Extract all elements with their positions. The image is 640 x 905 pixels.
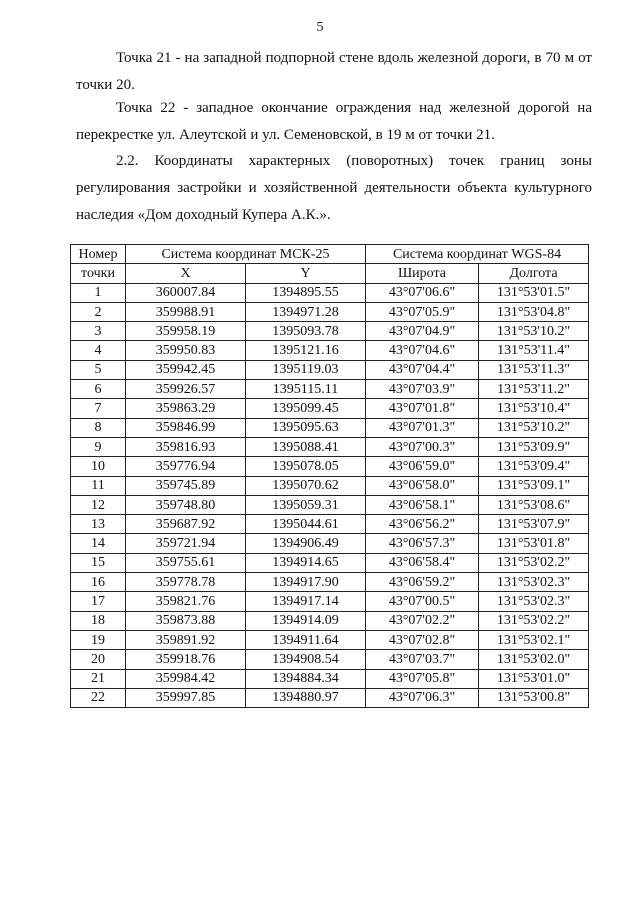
cell-point-number: 22 [71, 688, 126, 707]
cell-longitude: 131°53'09.9" [479, 437, 589, 456]
cell-latitude: 43°07'06.6" [366, 283, 479, 302]
cell-latitude: 43°06'58.4" [366, 553, 479, 572]
cell-latitude: 43°07'02.2" [366, 611, 479, 630]
cell-y: 1394917.90 [246, 573, 366, 592]
cell-x: 360007.84 [126, 283, 246, 302]
cell-latitude: 43°07'06.3" [366, 688, 479, 707]
cell-point-number: 2 [71, 302, 126, 321]
cell-latitude: 43°07'03.9" [366, 380, 479, 399]
table-row [71, 341, 589, 360]
cell-latitude: 43°06'57.3" [366, 534, 479, 553]
cell-x: 359942.45 [126, 360, 246, 379]
cell-x: 359873.88 [126, 611, 246, 630]
table-header-row-1 [71, 245, 589, 264]
cell-latitude: 43°06'59.0" [366, 457, 479, 476]
table-row [71, 283, 589, 302]
cell-point-number: 3 [71, 322, 126, 341]
cell-latitude: 43°07'05.9" [366, 302, 479, 321]
cell-longitude: 131°53'11.4" [479, 341, 589, 360]
cell-x: 359776.94 [126, 457, 246, 476]
cell-x: 359950.83 [126, 341, 246, 360]
cell-point-number: 18 [71, 611, 126, 630]
cell-longitude: 131°53'02.0" [479, 650, 589, 669]
cell-point-number: 7 [71, 399, 126, 418]
table-row [71, 534, 589, 553]
cell-y: 1394895.55 [246, 283, 366, 302]
header-wgs84-system: Система координат WGS-84 [366, 245, 589, 264]
cell-x: 359891.92 [126, 630, 246, 649]
table-row [71, 553, 589, 572]
cell-x: 359984.42 [126, 669, 246, 688]
cell-x: 359821.76 [126, 592, 246, 611]
cell-latitude: 43°06'56.2" [366, 515, 479, 534]
cell-point-number: 17 [71, 592, 126, 611]
cell-y: 1394884.34 [246, 669, 366, 688]
table-row [71, 360, 589, 379]
cell-point-number: 21 [71, 669, 126, 688]
cell-x: 359755.61 [126, 553, 246, 572]
cell-longitude: 131°53'08.6" [479, 495, 589, 514]
cell-y: 1395093.78 [246, 322, 366, 341]
cell-longitude: 131°53'02.1" [479, 630, 589, 649]
cell-y: 1394917.14 [246, 592, 366, 611]
cell-point-number: 1 [71, 283, 126, 302]
cell-latitude: 43°07'01.8" [366, 399, 479, 418]
cell-y: 1394971.28 [246, 302, 366, 321]
cell-longitude: 131°53'04.8" [479, 302, 589, 321]
cell-point-number: 19 [71, 630, 126, 649]
cell-x: 359846.99 [126, 418, 246, 437]
cell-point-number: 12 [71, 495, 126, 514]
table-row [71, 650, 589, 669]
cell-y: 1395078.05 [246, 457, 366, 476]
cell-point-number: 10 [71, 457, 126, 476]
cell-longitude: 131°53'10.2" [479, 322, 589, 341]
cell-y: 1395095.63 [246, 418, 366, 437]
cell-y: 1394908.54 [246, 650, 366, 669]
cell-longitude: 131°53'02.3" [479, 592, 589, 611]
cell-point-number: 9 [71, 437, 126, 456]
cell-latitude: 43°07'05.8" [366, 669, 479, 688]
table-header-row-2 [71, 264, 589, 283]
cell-y: 1395070.62 [246, 476, 366, 495]
cell-longitude: 131°53'10.4" [479, 399, 589, 418]
cell-latitude: 43°07'04.9" [366, 322, 479, 341]
cell-latitude: 43°07'04.4" [366, 360, 479, 379]
header-point-number: Номер [71, 245, 126, 264]
table-row [71, 457, 589, 476]
coordinates-table-wrapper [70, 244, 588, 708]
cell-x: 359778.78 [126, 573, 246, 592]
cell-x: 359988.91 [126, 302, 246, 321]
table-row [71, 611, 589, 630]
cell-latitude: 43°06'59.2" [366, 573, 479, 592]
cell-latitude: 43°07'01.3" [366, 418, 479, 437]
cell-x: 359687.92 [126, 515, 246, 534]
cell-longitude: 131°53'01.5" [479, 283, 589, 302]
cell-y: 1395119.03 [246, 360, 366, 379]
cell-latitude: 43°07'02.8" [366, 630, 479, 649]
page-number: 5 [316, 20, 324, 35]
table-row [71, 418, 589, 437]
header-y: Y [246, 264, 366, 283]
cell-y: 1394914.09 [246, 611, 366, 630]
cell-longitude: 131°53'01.8" [479, 534, 589, 553]
cell-longitude: 131°53'11.2" [479, 380, 589, 399]
cell-y: 1395059.31 [246, 495, 366, 514]
table-row [71, 573, 589, 592]
table-row [71, 399, 589, 418]
cell-latitude: 43°07'03.7" [366, 650, 479, 669]
table-row [71, 669, 589, 688]
table-row [71, 592, 589, 611]
cell-longitude: 131°53'02.2" [479, 553, 589, 572]
header-point: точки [71, 264, 126, 283]
cell-x: 359816.93 [126, 437, 246, 456]
paragraph-point-21: Точка 21 - на западной подпорной стене вдоль железной дороги, в 70 м от точки 20. [76, 50, 592, 93]
cell-longitude: 131°53'01.0" [479, 669, 589, 688]
table-row [71, 688, 589, 707]
cell-x: 359918.76 [126, 650, 246, 669]
cell-x: 359926.57 [126, 380, 246, 399]
table-row [71, 380, 589, 399]
cell-y: 1394906.49 [246, 534, 366, 553]
table-row [71, 302, 589, 321]
table-row [71, 630, 589, 649]
cell-y: 1395088.41 [246, 437, 366, 456]
cell-longitude: 131°53'09.1" [479, 476, 589, 495]
cell-longitude: 131°53'07.9" [479, 515, 589, 534]
cell-longitude: 131°53'02.3" [479, 573, 589, 592]
cell-x: 359997.85 [126, 688, 246, 707]
cell-point-number: 14 [71, 534, 126, 553]
table-row [71, 495, 589, 514]
cell-point-number: 20 [71, 650, 126, 669]
cell-longitude: 131°53'00.8" [479, 688, 589, 707]
cell-point-number: 5 [71, 360, 126, 379]
cell-point-number: 4 [71, 341, 126, 360]
cell-longitude: 131°53'10.2" [479, 418, 589, 437]
cell-y: 1394880.97 [246, 688, 366, 707]
header-x: X [126, 264, 246, 283]
table-row [71, 322, 589, 341]
coordinates-table [70, 244, 589, 708]
table-row [71, 437, 589, 456]
cell-longitude: 131°53'09.4" [479, 457, 589, 476]
cell-x: 359745.89 [126, 476, 246, 495]
cell-latitude: 43°07'00.3" [366, 437, 479, 456]
table-body [71, 283, 589, 708]
header-longitude: Долгота [479, 264, 589, 283]
cell-latitude: 43°06'58.1" [366, 495, 479, 514]
cell-point-number: 16 [71, 573, 126, 592]
cell-latitude: 43°06'58.0" [366, 476, 479, 495]
cell-point-number: 11 [71, 476, 126, 495]
cell-longitude: 131°53'02.2" [479, 611, 589, 630]
cell-point-number: 8 [71, 418, 126, 437]
table-row [71, 515, 589, 534]
cell-y: 1395044.61 [246, 515, 366, 534]
cell-y: 1395099.45 [246, 399, 366, 418]
cell-y: 1395121.16 [246, 341, 366, 360]
cell-y: 1394911.64 [246, 630, 366, 649]
paragraph-section-2-2: 2.2. Координаты характерных (поворотных) точек границ зоны регулирования застройки и хозяйственной деятельности объекта культурного наследия «Дом доходный Купера А.К.». [76, 153, 592, 223]
cell-longitude: 131°53'11.3" [479, 360, 589, 379]
cell-latitude: 43°07'04.6" [366, 341, 479, 360]
cell-x: 359863.29 [126, 399, 246, 418]
cell-point-number: 13 [71, 515, 126, 534]
cell-point-number: 6 [71, 380, 126, 399]
table-row [71, 476, 589, 495]
cell-x: 359721.94 [126, 534, 246, 553]
cell-y: 1395115.11 [246, 380, 366, 399]
cell-latitude: 43°07'00.5" [366, 592, 479, 611]
cell-x: 359748.80 [126, 495, 246, 514]
cell-x: 359958.19 [126, 322, 246, 341]
header-msk25-system: Система координат МСК-25 [126, 245, 366, 264]
header-latitude: Широта [366, 264, 479, 283]
paragraph-point-22: Точка 22 - западное окончание ограждения над железной дорогой на перекрестке ул. Алеутской и ул. Семеновской, в 19 м от точки 21. [76, 100, 592, 143]
cell-y: 1394914.65 [246, 553, 366, 572]
cell-point-number: 15 [71, 553, 126, 572]
